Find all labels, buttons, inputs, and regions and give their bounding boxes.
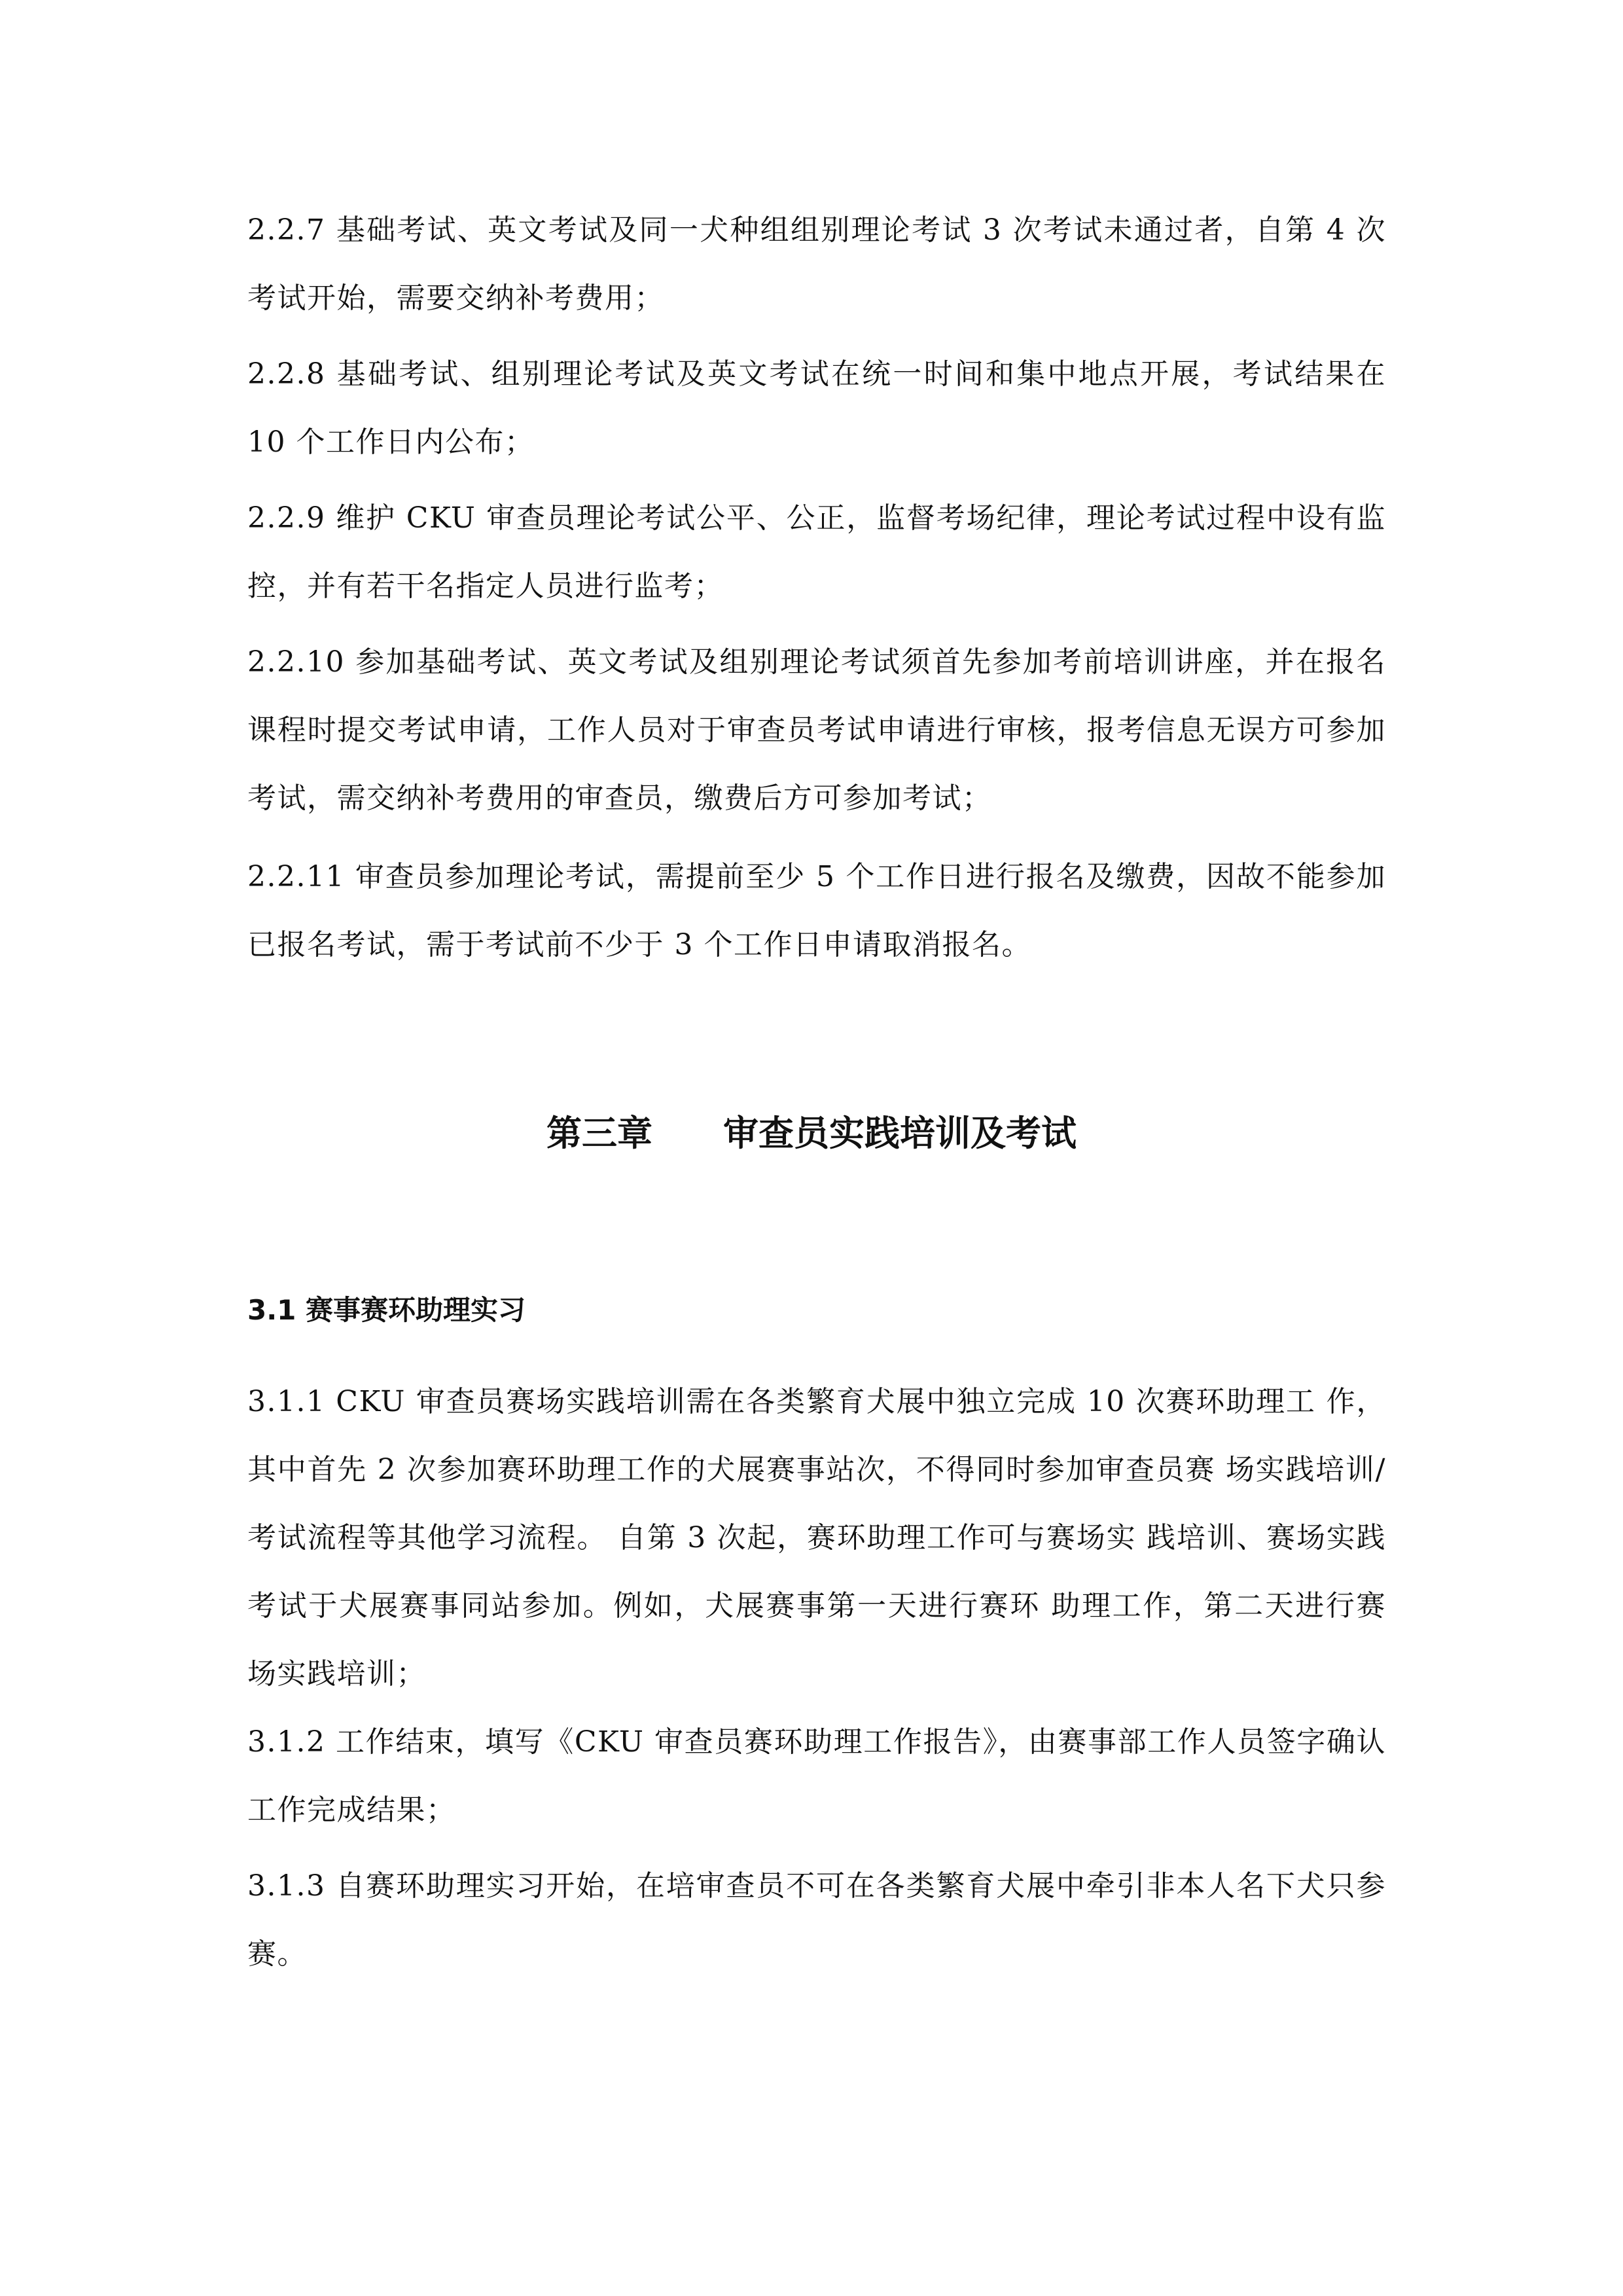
- paragraph-2-2-10: 2.2.10 参加基础考试、英文考试及组别理论考试须首先参加考前培训讲座，并在报名课程时提交考试申请，工作人员对于审查员考试申请进行审核，报考信息无误方可参加考试，需交纳补考费用的审查员，缴费后方可参加考试；: [247, 645, 1386, 815]
- paragraph-3-1-2: 3.1.2 工作结束，填写《CKU 审查员赛环助理工作报告》，由赛事部工作人员签字确认工作完成结果；: [247, 1725, 1386, 1827]
- paragraph-3-1-1: 3.1.1 CKU 审查员赛场实践培训需在各类繁育犬展中独立完成 10 次赛环助理工 作，其中首先 2 次参加赛环助理工作的犬展赛事站次，不得同时参加审查员赛 场实践培训/考试流程等其他学习流程。 自第 3 次起，赛环助理工作可与赛场实 践培训、赛场实践考试于犬展赛事同站参加。例如，犬展赛事第一天进行赛环 助理工作，第二天进行赛场实践培训；: [247, 1385, 1386, 1691]
- paragraph-2-2-9: 2.2.9 维护 CKU 审查员理论考试公平、公正，监督考场纪律，理论考试过程中设有监控，并有若干名指定人员进行监考；: [247, 501, 1386, 603]
- paragraph-2-2-11: 2.2.11 审查员参加理论考试，需提前至少 5 个工作日进行报名及缴费，因故不能参加已报名考试，需于考试前不少于 3 个工作日申请取消报名。: [247, 860, 1386, 961]
- paragraph-2-2-7: 2.2.7 基础考试、英文考试及同一犬种组组别理论考试 3 次考试未通过者，自第 4 次考试开始，需要交纳补考费用；: [247, 213, 1386, 315]
- paragraph-2-2-8: 2.2.8 基础考试、组别理论考试及英文考试在统一时间和集中地点开展，考试结果在 10 个工作日内公布；: [247, 357, 1386, 459]
- paragraph-3-1-3: 3.1.3 自赛环助理实习开始，在培审查员不可在各类繁育犬展中牵引非本人名下犬只参赛。: [247, 1869, 1386, 1971]
- chapter-title: 第三章 审查员实践培训及考试: [546, 1113, 1077, 1154]
- section-title: 3.1 赛事赛环助理实习: [247, 1294, 526, 1326]
